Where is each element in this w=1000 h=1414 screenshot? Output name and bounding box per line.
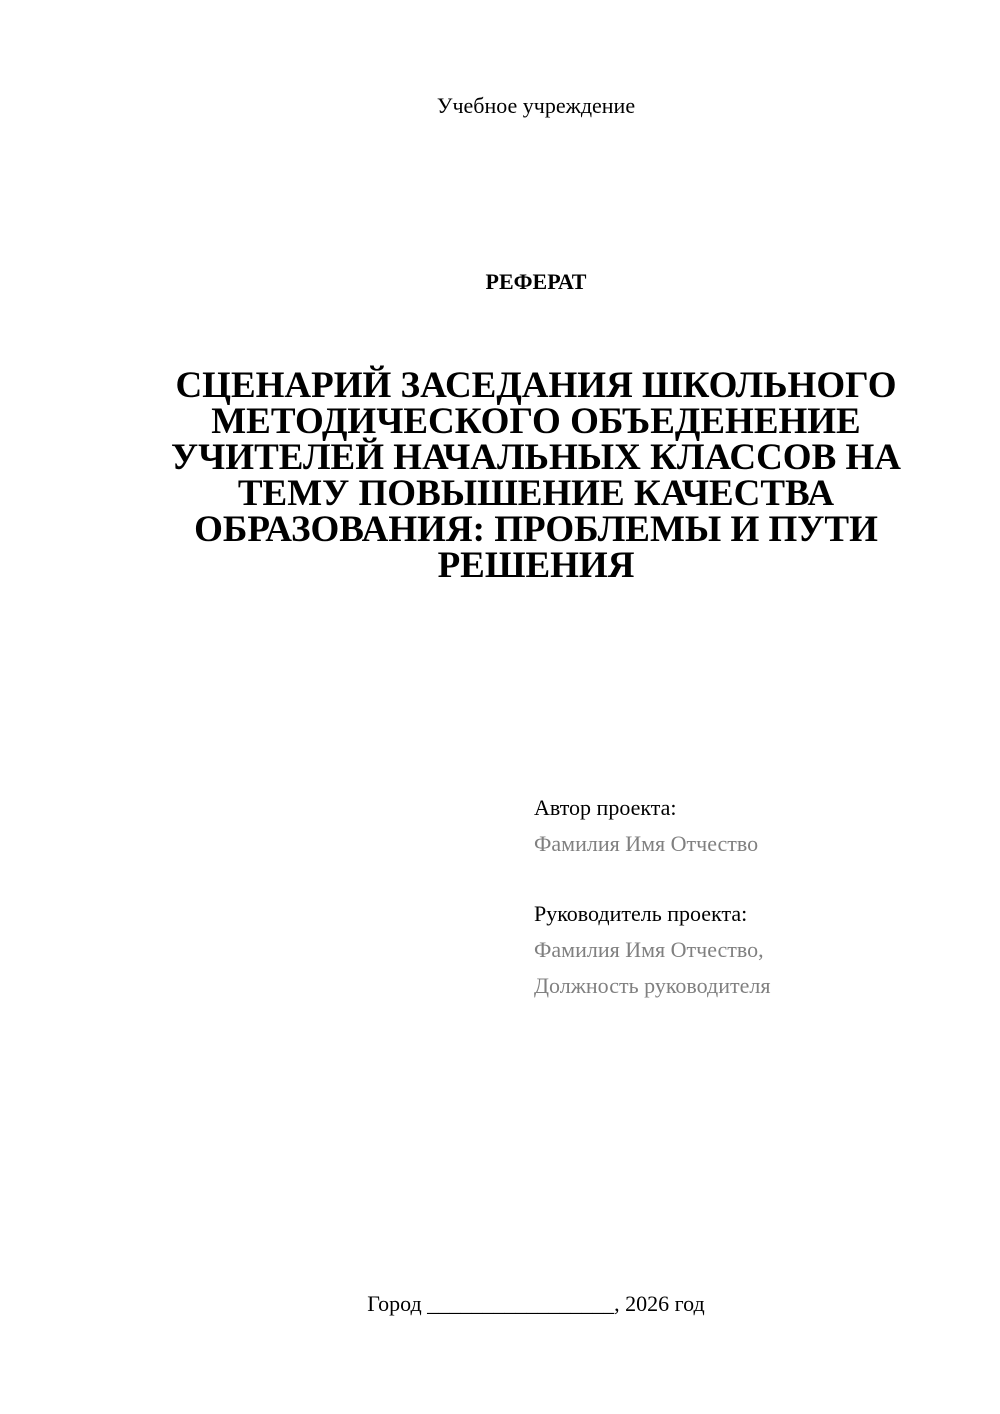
title-line: ОБРАЗОВАНИЯ: ПРОБЛЕМЫ И ПУТИ	[194, 509, 878, 550]
title-line: РЕШЕНИЯ	[437, 545, 635, 586]
supervisor-label: Руководитель проекта:	[534, 901, 748, 926]
title-line: СЦЕНАРИЙ ЗАСЕДАНИЯ ШКОЛЬНОГО	[175, 365, 897, 406]
institution-name: Учебное учреждение	[436, 93, 636, 118]
author-name-placeholder: Фамилия Имя Отчество	[534, 831, 759, 856]
authors-block	[534, 790, 770, 1004]
title-line: ТЕМУ ПОВЫШЕНИЕ КАЧЕСТВА	[237, 473, 835, 514]
document-title	[150, 365, 922, 586]
title-line: УЧИТЕЛЕЙ НАЧАЛЬНЫХ КЛАССОВ НА	[170, 437, 902, 478]
spacer	[534, 862, 770, 896]
city-year-line: Город _________________, 2026 год	[367, 1291, 705, 1316]
title-line: МЕТОДИЧЕСКОГО ОБЪЕДЕНЕНИЕ	[211, 401, 861, 442]
supervisor-position-placeholder: Должность руководителя	[534, 973, 771, 998]
supervisor-name-placeholder: Фамилия Имя Отчество,	[534, 937, 764, 962]
document-type: РЕФЕРАТ	[485, 269, 587, 294]
author-label: Автор проекта:	[534, 795, 677, 820]
